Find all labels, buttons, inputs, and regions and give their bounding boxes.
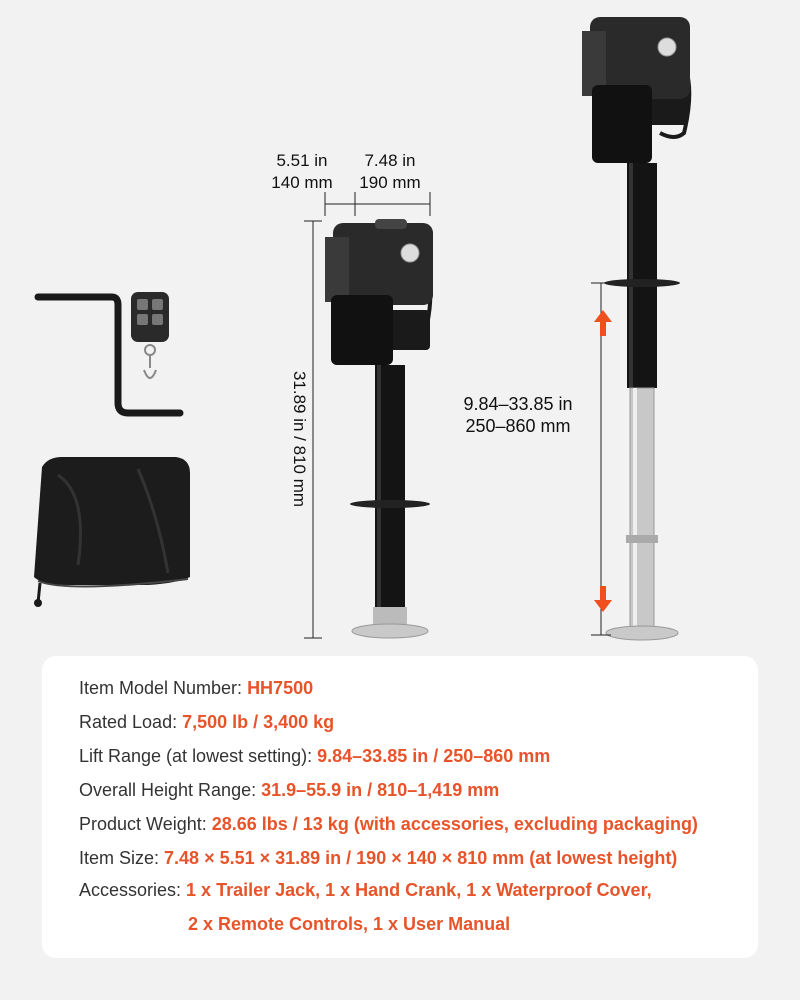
height-dimension: 31.89 in / 810 mm [290,370,309,508]
spec-lift-range: Lift Range (at lowest setting): 9.84–33.85 in / 250–860 mm [79,746,551,766]
down-arrow-icon [594,586,612,612]
spec-accessories: Accessories: 1 x Trailer Jack, 1 x Hand Crank, 1 x Waterproof Cover, [79,880,652,900]
remote-control-icon [126,290,176,400]
spec-height-range: Overall Height Range: 31.9–55.9 in / 810–1,419 mm [79,780,500,800]
up-arrow-icon [594,310,612,336]
width-dimension: 7.48 in 190 mm [359,151,421,192]
trailer-jack-icon [325,215,440,645]
spec-card [42,656,758,958]
spec-weight: Product Weight: 28.66 lbs / 13 kg (with accessories, excluding packaging) [79,814,698,834]
spec-rated-load: Rated Load: 7,500 lb / 3,400 kg [79,712,335,732]
waterproof-cover-icon [28,455,198,610]
spec-item-size: Item Size: 7.48 × 5.51 × 31.89 in / 190 × 140 × 810 mm (at lowest height) [79,848,678,868]
lift-dimension: 9.84–33.85 in 250–860 mm [463,394,573,436]
spec-accessories-cont: 2 x Remote Controls, 1 x User Manual [188,914,511,934]
spec-model: Item Model Number: HH7500 [79,678,314,698]
depth-dimension: 5.51 in 140 mm [271,151,333,192]
lift-range-indicator [585,280,620,640]
